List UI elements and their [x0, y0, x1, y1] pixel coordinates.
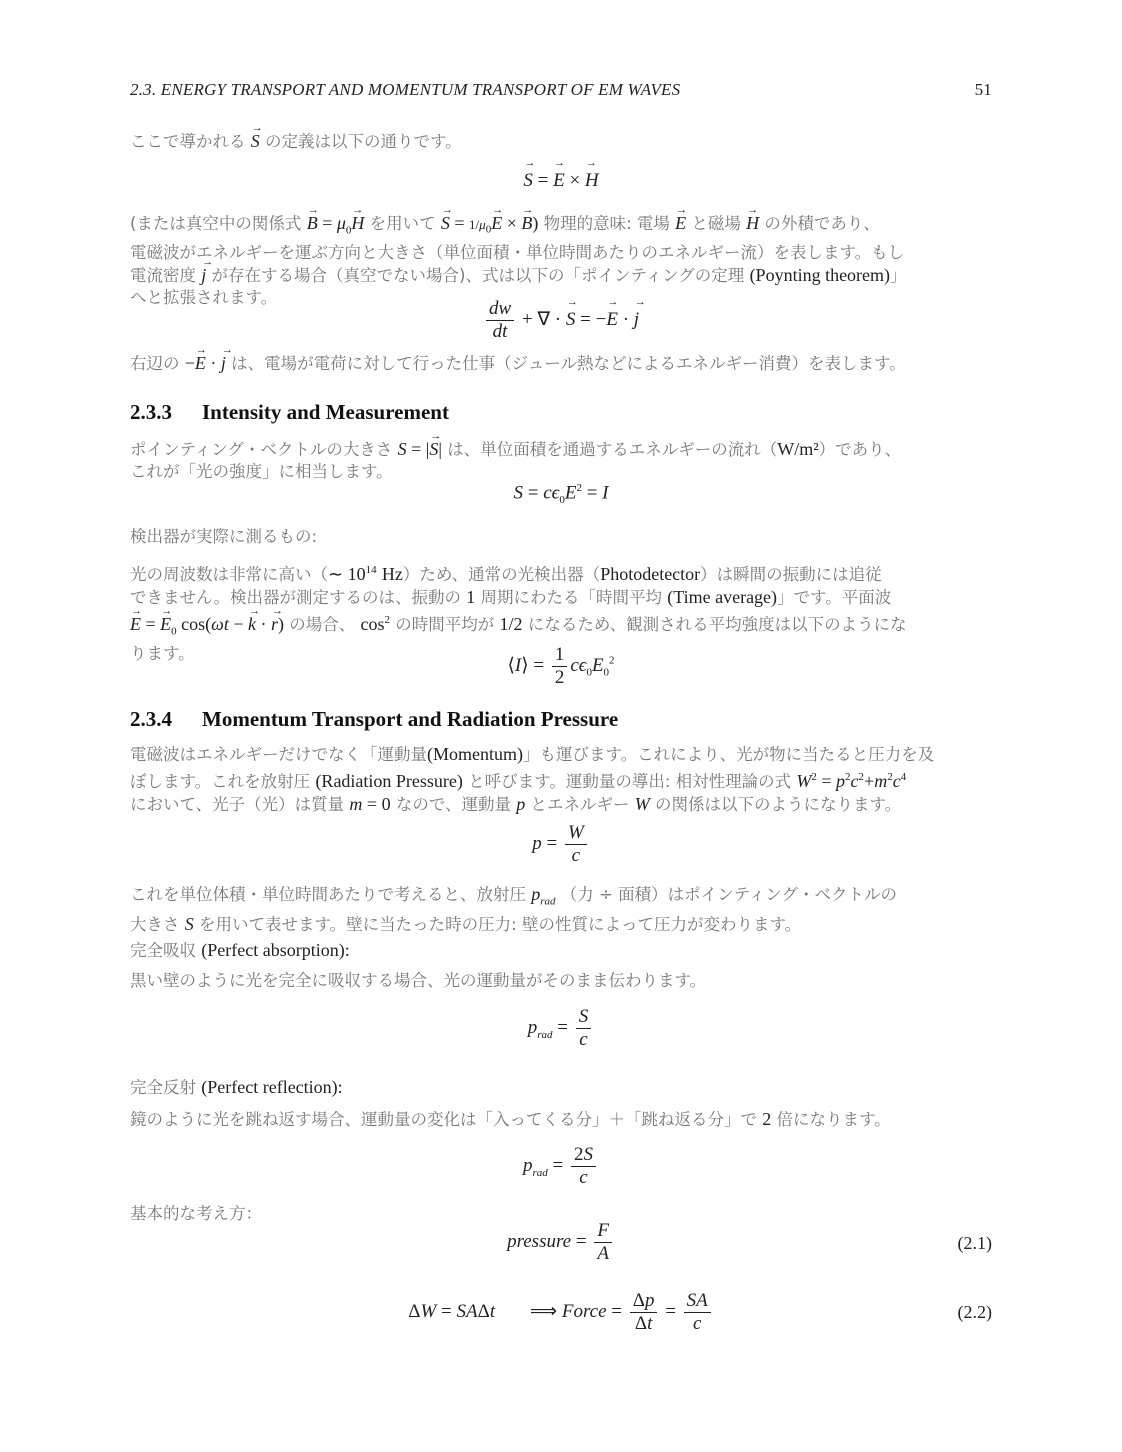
- running-header: [130, 80, 992, 100]
- text: 倍になります。: [776, 1110, 891, 1129]
- equation-poynting-theorem: $\frac{dw}{dt}$ + ∇ · → S = −→ E · → j: [130, 298, 992, 343]
- paragraph-detector-heading: [130, 526, 992, 548]
- paragraph-joule: 右辺の −→ E · → j は、電場が電荷に対して行った仕事（ジュール熱などによるエネルギー消費）を表します。: [130, 352, 992, 375]
- text: を用いて表せます。壁に当たった時の圧力: 壁の性質によって圧力が変わります。: [199, 914, 802, 934]
- paragraph-reflection-desc: [130, 1108, 992, 1131]
- text: の場合、: [289, 615, 356, 634]
- text: ）であり、: [818, 440, 902, 459]
- equation-intensity: $S = c\epsilon_0E^2 = I$: [513, 482, 609, 507]
- text: 2: [762, 1109, 772, 1129]
- equation-number-2-2: (2.2): [957, 1302, 992, 1322]
- text: これが「光の強度」に相当します。: [130, 462, 393, 481]
- text: 」です。平面波: [777, 588, 892, 607]
- text: へと拡張されます。: [130, 287, 278, 307]
- text: できません。検出器が測定するのは、振動の: [130, 588, 461, 607]
- text: ります。: [130, 643, 195, 663]
- text: 1/2: [499, 614, 523, 634]
- text: とエネルギー: [530, 795, 630, 814]
- paragraph-momentum: 電磁波はエネルギーだけでなく「運動量(Momentum)」も運びます。これにより、光が物に当たると圧力を及 ぼします。これを放射圧 (Radiation Pressure) と呼びます。運動量の導出: 相対性理論の式 $W^2 = p^2c^2+m^2c^4$ において、光子（光）は質量 m = 0 なので、運動量 p とエネルギー W の関係は以下のようになります。: [130, 744, 935, 814]
- equation-2-1: pressure = $\frac{F}{A}$: [130, 1220, 992, 1265]
- text: 」も運びます。これにより、光が物に当たると圧力を及: [523, 745, 935, 764]
- text: 電流密度: [130, 265, 196, 285]
- text: の時間平均が: [395, 615, 495, 634]
- section-title: Momentum Transport and Radiation Pressure: [202, 707, 619, 731]
- paragraph-radiation-pressure: これを単位体積・単位時間あたりで考えると、放射圧 $p_{rad}$ （力 ÷ 面積）はポインティング・ベクトルの 大きさ S を用いて表せます。壁に当たった時の圧力: 壁の性質によって圧力が変わります。: [130, 884, 897, 934]
- section-number: 2.3.4: [130, 707, 172, 731]
- paragraph-perfect-reflection: [130, 1076, 992, 1099]
- text: になるため、観測される平均強度は以下のようにな: [527, 615, 907, 634]
- text: 黒い壁のように光を完全に吸収する場合、光の運動量がそのまま伝わります。: [130, 971, 707, 990]
- text: (Momentum): [427, 744, 523, 764]
- text: 大きさ: [130, 914, 180, 934]
- paragraph-physical-meaning: (または真空中の関係式 → $B = \mu_0\to H$ を用いて → $S = 1/\mu_0\to E$ × → B) 物理的意味: 電場 → E と磁場 → H の外積であり、 電磁波がエネルギーを運ぶ方向と大きさ（単位面積・単位時間あたりのエネルギー流）を表します。もし 電流密度 → j が存在する場合（真空でない場合)、式は以下の「ポインティングの定理 (Poynting theorem)」 へと拡張されます。: [130, 212, 992, 309]
- text: W/m²: [777, 439, 819, 459]
- section-heading-2-3-4: [130, 707, 618, 732]
- text: （力 ÷ 面積）はポインティング・ベクトルの: [560, 885, 897, 904]
- section-number: 2.3.3: [130, 400, 172, 424]
- text: は、単位面積を通過するエネルギーの流れ（: [447, 440, 778, 459]
- section-heading-2-3-3: [130, 400, 449, 425]
- text: これを単位体積・単位時間あたりで考えると、放射圧: [130, 885, 526, 904]
- text: 物理的意味: 電場: [543, 214, 670, 233]
- text: の定義は以下の通りです。: [265, 132, 462, 151]
- text: (Time average): [667, 587, 778, 607]
- text: ）は瞬間の振動には追従: [700, 565, 882, 584]
- text: Hz: [381, 564, 403, 584]
- text: の外積であり、: [764, 214, 880, 233]
- text: (Poynting theorem): [749, 264, 891, 285]
- equation-number-2-1: (2.1): [957, 1233, 992, 1253]
- equation-prad-absorption: $p_{rad}$ = $\frac{S}{c}$: [130, 1006, 992, 1051]
- text: 1: [466, 587, 476, 607]
- section-title: Intensity and Measurement: [202, 400, 449, 424]
- paragraph-intensity: ポインティング・ベクトルの大きさ S = |→ S| は、単位面積を通過するエネルギーの流れ（W/m²）であり、 これが「光の強度」に相当します。: [130, 438, 992, 483]
- paragraph-s-definition: ここで導かれる → S の定義は以下の通りです。: [130, 130, 992, 153]
- text: Photodetector: [600, 564, 701, 584]
- text: 鏡のように光を跳ね返す場合、運動量の変化は「入ってくる分」＋「跳ね返る分」で: [130, 1110, 757, 1129]
- running-title: 2.3. ENERGY TRANSPORT AND MOMENTUM TRANSPORT OF EM WAVES: [130, 80, 681, 99]
- text: において、光子（光）は質量: [130, 795, 345, 814]
- equation-p-w-c: p = $\frac{W}{c}$: [130, 822, 992, 867]
- text: 電磁波がエネルギーを運ぶ方向と大きさ（単位面積・単位時間あたりのエネルギー流）を表します。もし: [130, 242, 905, 262]
- text: は、電場が電荷に対して行った仕事（ジュール熱などによるエネルギー消費）を表します。: [231, 354, 906, 373]
- text: ）ため、通常の光検出器（: [402, 565, 601, 584]
- text: 完全反射: [130, 1078, 196, 1097]
- text: と磁場: [691, 214, 741, 233]
- text: 基本的な考え方：: [130, 1204, 262, 1223]
- text: 電磁波はエネルギーだけでなく「運動量: [130, 745, 427, 764]
- text: 検出器が実際に測るもの:: [130, 527, 318, 546]
- text: ここで導かれる: [130, 132, 246, 151]
- text: 完全吸収: [130, 941, 196, 960]
- text: なので、運動量: [395, 795, 511, 814]
- paragraph-perfect-absorption: [130, 939, 992, 962]
- equation-2-2: ΔW = SAΔt ⟹ Force = $\frac{\Delta p}{\Delta t}$ = $\frac{SA}{c}$: [130, 1290, 992, 1335]
- equation-prad-reflection: $p_{rad}$ = $\frac{2S}{c}$: [130, 1144, 992, 1189]
- text: が存在する場合（真空でない場合)、式は以下の「ポインティングの定理: [211, 265, 745, 285]
- text: を用いて: [369, 214, 436, 233]
- text: ぼします。これを放射圧: [130, 772, 311, 791]
- equation-average-intensity: ⟨I⟩ = $\frac{1}{2}$ $c\epsilon_0E_0^2$: [507, 644, 615, 688]
- text: と呼びます。運動量の導出: 相対性理論の式: [468, 772, 792, 791]
- text: ポインティング・ベクトルの大きさ: [130, 440, 393, 459]
- text: (または真空中の関係式: [130, 214, 302, 233]
- text: 周期にわたる「時間平均: [480, 588, 662, 607]
- paragraph-time-average: 光の周波数は非常に高い（∼ $10^{14}$ Hz）ため、通常の光検出器（Photodetector）は瞬間の振動には追従 できません。検出器が測定するのは、振動の 1 周期にわたる「時間平均 (Time average)」です。平面波 → E = → $E_0$ cos(ωt − → k · → r) の場合、 $\cos^2$ の時間平均が 1/2 になるため、観測される平均強度は以下のようにな ります。: [130, 559, 992, 665]
- text: (Radiation Pressure): [315, 771, 463, 791]
- text: 光の周波数は非常に高い（: [130, 565, 328, 584]
- text: 右辺の: [130, 354, 180, 373]
- text: (Perfect reflection):: [201, 1077, 343, 1097]
- paragraph-absorption-desc: [130, 970, 992, 992]
- page-number: 51: [974, 80, 992, 99]
- text: (Perfect absorption):: [201, 940, 350, 960]
- text: 」: [890, 265, 907, 285]
- equation-poynting: → S = → E × → H: [130, 170, 992, 192]
- text: の関係は以下のようになります。: [655, 795, 902, 814]
